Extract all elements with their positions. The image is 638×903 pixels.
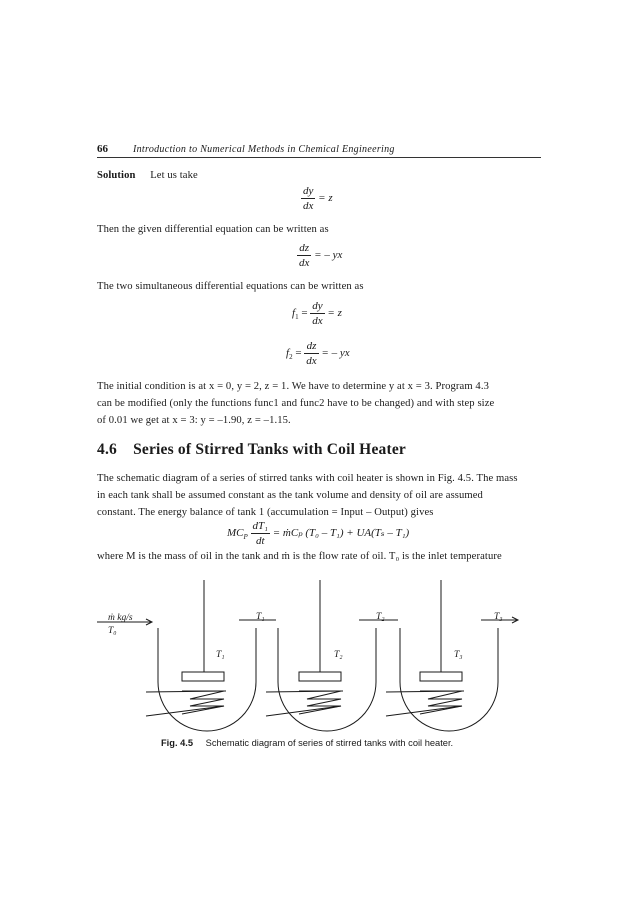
tank-3-coil-lead-out <box>386 706 462 716</box>
eq4-numerator: dz <box>304 339 318 354</box>
para-two: The two simultaneous differential equations can be written as <box>97 281 364 292</box>
tank-1-vessel <box>158 628 256 731</box>
tank-1-coil-lead-in <box>146 691 226 692</box>
figure-caption <box>161 738 453 748</box>
eq3-denominator: dx <box>312 315 323 327</box>
para-schematic-line: The schematic diagram of a series of stirred tanks with coil heater is shown in Fig. 4.5. The mass <box>97 473 518 484</box>
para-then: Then the given differential equation can be written as <box>97 224 329 235</box>
solution-line <box>97 167 198 184</box>
para-initial-line: can be modified (only the functions func1 and func2 have to be changed) and with step size <box>97 398 495 409</box>
equation-1 <box>301 184 333 213</box>
tank-3-vessel <box>400 628 498 731</box>
figure-caption-label: Fig. 4.5 <box>161 738 194 748</box>
eq4-denominator: dx <box>306 355 317 367</box>
eq5-denominator: dt <box>255 535 265 547</box>
para-initial-line: of 0.01 we get at x = 3: y = –1.90, z = –1.15. <box>97 415 291 426</box>
equation-3 <box>292 299 342 328</box>
tank-3-coil-lead-in <box>386 691 464 692</box>
eq5-lhs: MC <box>227 527 244 540</box>
eq2-rhs: = – yx <box>314 249 343 262</box>
para-initial <box>97 378 541 429</box>
eq1-rhs: = z <box>318 192 333 205</box>
eq3-lhs: f <box>292 307 296 320</box>
header-rule <box>97 157 541 158</box>
stream-label-1: T₁ <box>256 612 265 622</box>
eq3-subscript: 1 <box>295 313 299 322</box>
running-title: Introduction to Numerical Methods in Chemical Engineering <box>133 144 395 155</box>
para-schematic <box>97 470 541 521</box>
tank-2-vessel <box>278 628 376 731</box>
eq4-subscript: 2 <box>289 353 293 362</box>
eq5-numerator: dT₁ <box>252 520 268 532</box>
para-schematic-line: in each tank shall be assumed constant as the tank volume and density of oil are assumed <box>97 490 483 501</box>
section-title: Series of Stirred Tanks with Coil Heater <box>133 441 406 458</box>
eq3-rhs: = z <box>327 307 342 320</box>
equation-5 <box>227 519 409 548</box>
tank-label-3: T₃ <box>454 650 463 660</box>
eq4-equals: = <box>295 347 302 360</box>
para-where: where M is the mass of oil in the tank and ṁ is the flow rate of oil. T₀ is the inlet temperature <box>97 551 502 562</box>
eq4-lhs: f <box>286 347 290 360</box>
eq2-numerator: dz <box>297 241 311 256</box>
para-initial-line: The initial condition is at x = 0, y = 2, z = 1. We have to determine y at x = 3. Program 4.3 <box>97 381 489 392</box>
tank-2-coil-lead-out <box>266 706 341 716</box>
inlet-flow-label: ṁ kg/s <box>108 613 133 623</box>
section-heading <box>97 441 406 459</box>
eq2-denominator: dx <box>299 257 310 269</box>
eq5-rhs: = ṁCₚ (T₀ – T₁) + UA(Tₛ – T₁) <box>272 527 410 540</box>
tank-label-1: T₁ <box>216 650 225 660</box>
eq1-denominator: dx <box>303 200 314 212</box>
figure-caption-text: Schematic diagram of series of stirred tanks with coil heater. <box>205 738 454 748</box>
para-schematic-line: constant. The energy balance of tank 1 (accumulation = Input – Output) gives <box>97 507 434 518</box>
eq5-lhs-subscript: P <box>243 533 248 542</box>
eq3-equals: = <box>301 307 308 320</box>
tank-1-coil-lead-out <box>146 706 224 716</box>
inlet-temp-label: T₀ <box>108 626 117 636</box>
equation-4 <box>286 339 350 368</box>
tank-2-impeller <box>299 672 341 681</box>
page-number: 66 <box>97 143 108 155</box>
stream-label-3: T₃ <box>494 612 503 622</box>
stream-label-2: T₂ <box>376 612 385 622</box>
tank-schematic <box>0 560 638 760</box>
solution-label: Solution <box>97 170 136 181</box>
eq4-rhs: = – yx <box>321 347 350 360</box>
section-number: 4.6 <box>97 441 117 458</box>
equation-2 <box>297 241 342 270</box>
eq3-numerator: dy <box>312 300 323 312</box>
tank-1-impeller <box>182 672 224 681</box>
eq1-numerator: dy <box>303 185 314 197</box>
solution-intro: Let us take <box>150 170 198 181</box>
tank-3-impeller <box>420 672 462 681</box>
tank-label-2: T₂ <box>334 650 343 660</box>
tank-2-coil-lead-in <box>266 691 343 692</box>
